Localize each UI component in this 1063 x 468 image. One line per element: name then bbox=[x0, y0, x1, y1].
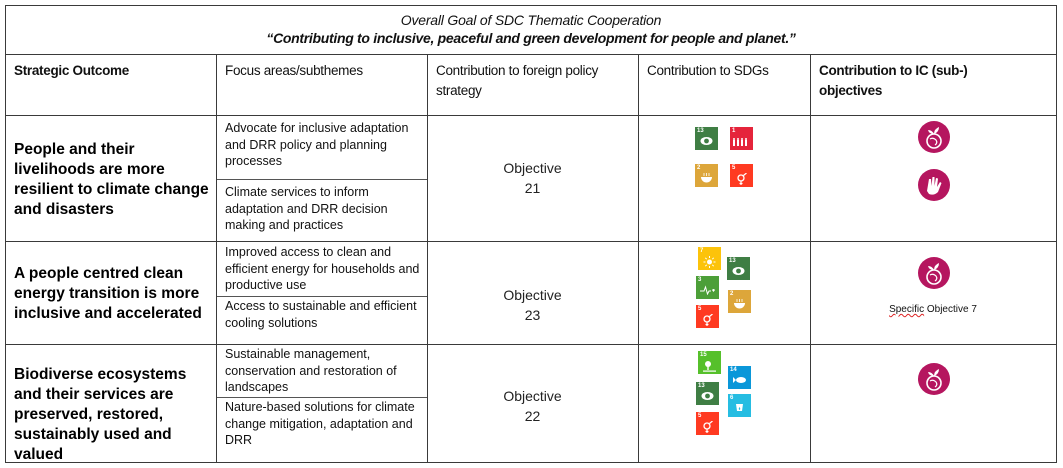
objective-label: Objective bbox=[503, 160, 562, 176]
strategic-outcome-3: Biodiverse ecosystems and their services are preserved, restored, sustainably used and valued bbox=[14, 366, 187, 463]
focus-area-2b: Access to sustainable and efficient cooling solutions bbox=[225, 299, 417, 330]
globe-plant-icon bbox=[918, 121, 950, 153]
helping-hands-icon bbox=[918, 169, 950, 201]
overall-goal-title: Overall Goal of SDC Thematic Cooperation bbox=[400, 12, 662, 28]
sdg-icons-row-1 bbox=[638, 115, 810, 241]
sdg-13-climate-action-icon: 13 bbox=[727, 257, 750, 280]
header-ic-objectives: Contribution to IC (sub-) objectives bbox=[819, 63, 968, 98]
sdg-5-gender-equality-icon: 5 bbox=[696, 305, 719, 328]
objective-label: Objective bbox=[503, 287, 562, 303]
sdg-7-clean-energy-icon: 7 bbox=[698, 247, 721, 270]
foreign-policy-objective-2 bbox=[427, 285, 638, 325]
divider bbox=[216, 54, 217, 462]
sdg-13-climate-action-icon: 13 bbox=[695, 127, 718, 150]
header-foreign-policy: Contribution to foreign policy strategy bbox=[436, 63, 599, 98]
sdg-2-zero-hunger-icon: 2 bbox=[728, 290, 751, 313]
objective-number: 21 bbox=[524, 180, 541, 196]
divider bbox=[216, 397, 427, 398]
strategic-outcome-2: A people centred clean energy transition is more inclusive and accelerated bbox=[14, 265, 202, 322]
ic-cell-row-2 bbox=[810, 241, 1056, 344]
ic-icons-row-1 bbox=[810, 115, 1056, 241]
objective-label: Objective bbox=[503, 388, 562, 404]
foreign-policy-objective-1 bbox=[427, 158, 638, 198]
globe-plant-icon bbox=[918, 363, 950, 395]
header-strategic-outcome: Strategic Outcome bbox=[14, 63, 129, 78]
divider bbox=[216, 179, 427, 180]
sdg-2-zero-hunger-icon: 2 bbox=[695, 164, 718, 187]
sdg-1-no-poverty-icon: 1 bbox=[730, 127, 753, 150]
focus-area-2a: Improved access to clean and efficient energy for households and productive use bbox=[225, 245, 420, 292]
header-sdgs: Contribution to SDGs bbox=[647, 63, 769, 78]
sdg-14-life-below-water-icon: 14 bbox=[728, 366, 751, 389]
focus-area-1b: Climate services to inform adaptation and DRR decision making and practices bbox=[225, 185, 388, 232]
sdg-13-climate-action-icon: 13 bbox=[696, 382, 719, 405]
sdg-6-clean-water-icon: 6 bbox=[728, 394, 751, 417]
sdg-icons-row-2 bbox=[638, 241, 810, 344]
overall-goal-statement: “Contributing to inclusive, peaceful and green development for people and planet.” bbox=[266, 30, 796, 46]
objective-number: 23 bbox=[524, 307, 541, 323]
sdg-5-gender-equality-icon: 5 bbox=[696, 412, 719, 435]
overall-goal-banner bbox=[6, 6, 1056, 54]
focus-area-1a: Advocate for inclusive adaptation and DRR policy and planning processes bbox=[225, 121, 409, 168]
objective-number: 22 bbox=[524, 408, 541, 424]
focus-area-3b: Nature-based solutions for climate change mitigation, adaptation and DRR bbox=[225, 400, 415, 447]
foreign-policy-objective-3 bbox=[427, 386, 638, 426]
specific-objective-label: Specific Objective 7 bbox=[889, 304, 977, 315]
ic-icons-row-3 bbox=[810, 344, 1056, 462]
header-focus-areas: Focus areas/subthemes bbox=[225, 63, 363, 78]
globe-plant-icon bbox=[918, 257, 950, 289]
divider bbox=[216, 296, 427, 297]
sdg-15-life-on-land-icon: 15 bbox=[698, 351, 721, 374]
sdc-thematic-table bbox=[5, 5, 1057, 463]
strategic-outcome-1: People and their livelihoods are more resilient to climate change and disasters bbox=[14, 141, 209, 218]
divider bbox=[6, 54, 1056, 55]
sdg-3-good-health-icon: 3 bbox=[696, 276, 719, 299]
focus-area-3a: Sustainable management, conservation and restoration of landscapes bbox=[225, 347, 397, 394]
sdg-5-gender-equality-icon: 5 bbox=[730, 164, 753, 187]
sdg-icons-row-3 bbox=[638, 344, 810, 462]
